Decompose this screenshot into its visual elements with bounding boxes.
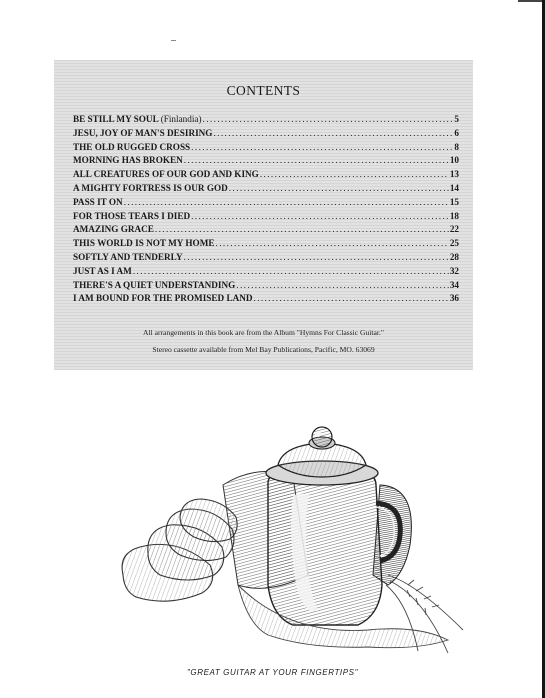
toc-dot-leader bbox=[191, 210, 449, 224]
toc-entry-title: I AM BOUND FOR THE PROMISED LAND bbox=[73, 293, 253, 304]
toc-page-number: 32 bbox=[449, 265, 459, 276]
toc-dot-leader bbox=[229, 182, 449, 196]
album-note: All arrangements in this book are from the Album "Hymns For Classic Guitar." bbox=[143, 328, 384, 337]
toc-entry bbox=[73, 168, 459, 182]
toc-entry bbox=[73, 127, 459, 141]
toc-page-number: 10 bbox=[449, 155, 459, 166]
toc-page-number: 6 bbox=[454, 127, 459, 138]
toc-entry bbox=[73, 279, 459, 293]
toc-dot-leader bbox=[213, 127, 453, 141]
toc-dot-leader bbox=[260, 168, 449, 182]
footer-tagline: "GREAT GUITAR AT YOUR FINGERTIPS" bbox=[186, 668, 359, 677]
toc-entry-title: BE STILL MY SOUL bbox=[73, 114, 159, 124]
toc-page-number: 36 bbox=[449, 293, 459, 304]
stray-mark bbox=[171, 40, 176, 41]
page-edge-top bbox=[518, 0, 542, 2]
toc-entry-title: THE OLD RUGGED CROSS bbox=[73, 141, 191, 152]
toc-entry bbox=[73, 196, 459, 210]
toc-dot-leader bbox=[155, 223, 449, 237]
toc-entry-title: JUST AS I AM bbox=[73, 265, 132, 276]
toc-page-number: 14 bbox=[449, 182, 459, 193]
toc-dot-leader bbox=[216, 237, 449, 251]
toc-entry bbox=[73, 210, 459, 224]
toc-dot-leader bbox=[254, 292, 449, 306]
toc-page-number: 34 bbox=[449, 279, 459, 290]
toc-dot-leader bbox=[124, 196, 449, 210]
toc-entry-title: JESU, JOY OF MAN'S DESIRING bbox=[73, 127, 213, 138]
toc-page-number: 8 bbox=[454, 141, 459, 152]
toc-entry-title: A MIGHTY FORTRESS IS OUR GOD bbox=[73, 182, 228, 193]
toc-page-number: 18 bbox=[449, 210, 459, 221]
toc-page-number: 15 bbox=[449, 196, 459, 207]
toc-entry-title: FOR THOSE TEARS I DIED bbox=[73, 210, 191, 221]
toc-entry bbox=[73, 113, 459, 127]
toc-dot-leader bbox=[184, 251, 449, 265]
toc-entry bbox=[73, 182, 459, 196]
toc-page-number: 25 bbox=[449, 238, 459, 249]
toc-page-number: 13 bbox=[449, 169, 459, 180]
toc-page-number: 28 bbox=[449, 251, 459, 262]
crock-and-bread-illustration bbox=[118, 425, 470, 655]
toc-dot-leader bbox=[184, 154, 449, 168]
toc-entry-title: THERE'S A QUIET UNDERSTANDING bbox=[73, 279, 236, 290]
toc-entry bbox=[73, 223, 459, 237]
toc-page-number: 22 bbox=[449, 224, 459, 235]
toc-page-number: 5 bbox=[454, 114, 459, 124]
contents-title: CONTENTS bbox=[226, 83, 301, 98]
toc-entry bbox=[73, 141, 459, 155]
toc-entry bbox=[73, 265, 459, 279]
toc-dot-leader bbox=[203, 113, 454, 127]
toc-entry bbox=[73, 237, 459, 251]
toc-entry-subtitle: (Finlandia) bbox=[160, 114, 202, 124]
toc-entry-title: ALL CREATURES OF OUR GOD AND KING bbox=[73, 169, 259, 180]
toc-entry bbox=[73, 154, 459, 168]
toc-entry-title: MORNING HAS BROKEN bbox=[73, 155, 183, 166]
toc-entry-title: AMAZING GRACE bbox=[73, 224, 154, 235]
cassette-note: Stereo cassette available from Mel Bay Publications, Pacific, MO. 63069 bbox=[152, 345, 375, 354]
toc-entry-title: PASS IT ON bbox=[73, 196, 123, 207]
toc-entry bbox=[73, 292, 459, 306]
toc-entry-title: SOFTLY AND TENDERLY bbox=[73, 251, 183, 262]
toc-dot-leader bbox=[191, 141, 453, 155]
toc-dot-leader bbox=[133, 265, 449, 279]
table-of-contents bbox=[73, 113, 459, 306]
crock-body bbox=[268, 471, 382, 625]
contents-panel bbox=[54, 60, 473, 370]
toc-dot-leader bbox=[236, 279, 449, 293]
lid-knob bbox=[312, 427, 332, 447]
toc-entry bbox=[73, 251, 459, 265]
toc-entry-title: THIS WORLD IS NOT MY HOME bbox=[73, 238, 215, 249]
